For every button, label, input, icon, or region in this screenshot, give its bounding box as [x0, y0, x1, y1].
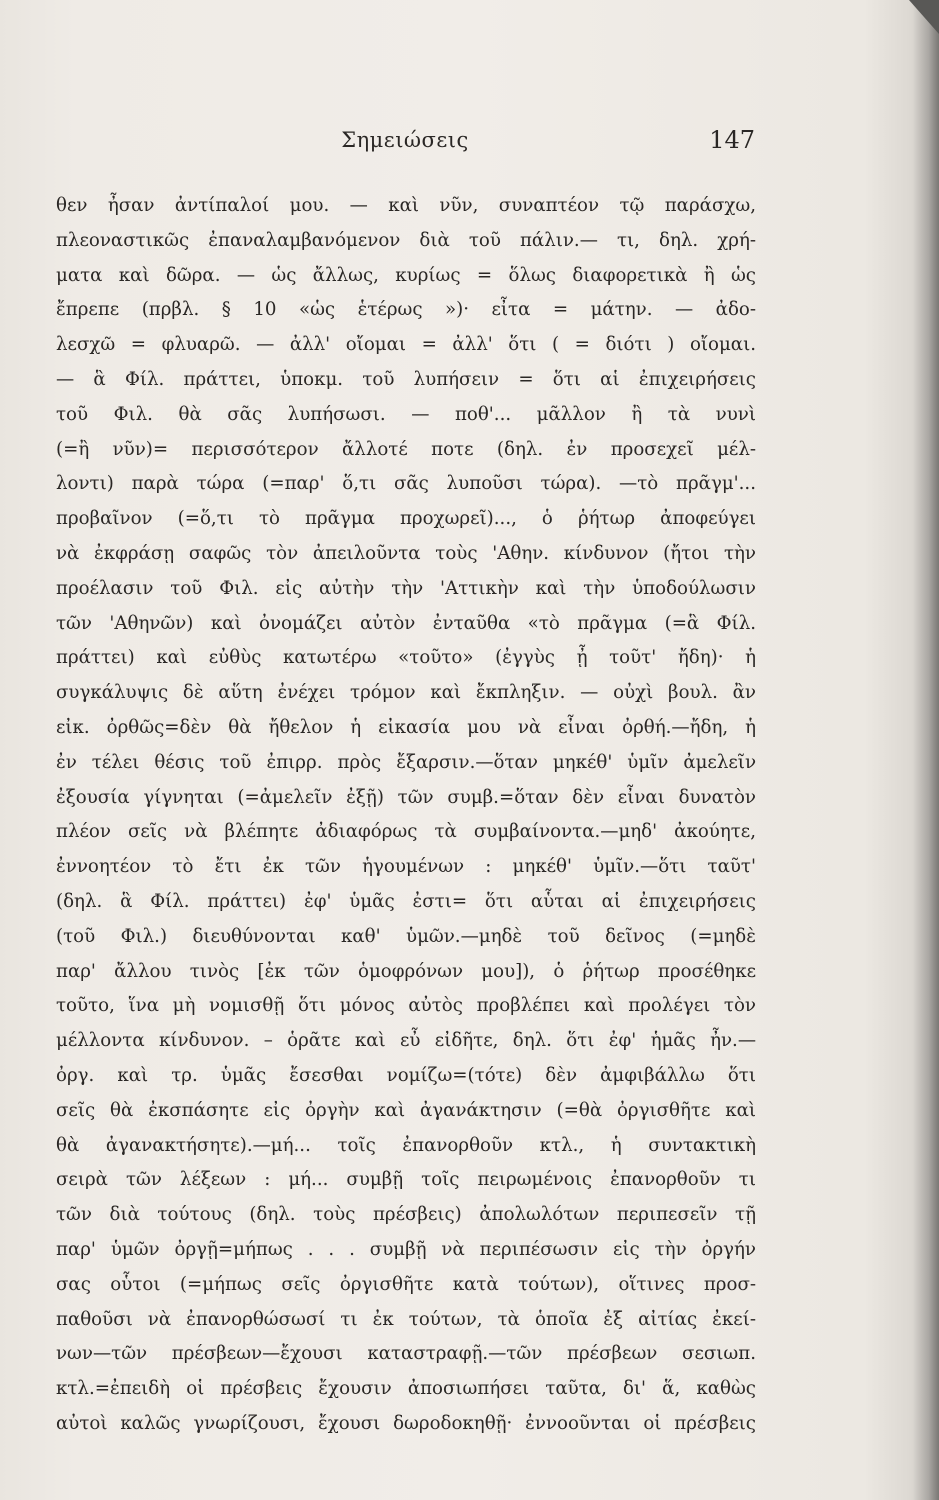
text-line: λεσχῶ = φλυαρῶ. — ἀλλ' οἴομαι = ἀλλ' ὅτι ( = διότι ) οἴομαι. [56, 334, 756, 356]
text-line: ἐννοητέον τὸ ἔτι ἐκ τῶν ἡγουμένων : μηκέθ' ὑμῖν.—ὅτι ταῦτ' [56, 856, 756, 878]
page-number: 147 [709, 126, 755, 154]
text-line: (τοῦ Φιλ.) διευθύνονται καθ' ὑμῶν.—μηδὲ τοῦ δεῖνος (=μηδὲ [56, 925, 756, 947]
text-line: λοντι) παρὰ τώρα (=παρ' ὅ,τι σᾶς λυποῦσι τώρα). —τὸ πρᾶγμ'... [56, 473, 756, 495]
text-line: (=ἢ νῦν)= περισσότερον ἄλλοτέ ποτε (δηλ. ἐν προσεχεῖ μέλ- [56, 438, 756, 460]
running-head [55, 126, 755, 160]
text-line: — ἃ Φίλ. πράττει, ὑποκμ. τοῦ λυπήσειν = ὅτι αἱ ἐπιχειρήσεις [56, 368, 756, 390]
text-line: ἐξουσία γίγνηται (=ἀμελεῖν ἐξῇ) τῶν συμβ.=ὅταν δὲν εἶναι δυνατὸν [56, 786, 756, 808]
text-line: σεῖς θὰ ἐκσπάσητε εἰς ὀργὴν καὶ ἀγανάκτησιν (=θὰ ὀργισθῆτε καὶ [56, 1099, 756, 1121]
text-line: πράττει) καὶ εὐθὺς κατωτέρω «τοῦτο» (ἐγγὺς ᾖ τοῦτ' ἤδη)· ἡ [56, 647, 756, 669]
text-line: ἔπρεπε (πρβλ. § 10 «ὡς ἑτέρως »)· εἶτα = μάτην. — ἀδο- [56, 299, 756, 321]
body-text [56, 189, 756, 1442]
text-line: ματα καὶ δῶρα. — ὡς ἄλλως, κυρίως = ὅλως διαφορετικὰ ἢ ὡς [56, 264, 756, 286]
text-line: τοῦ Φιλ. θὰ σᾶς λυπήσωσι. — ποθ'... μᾶλλον ἢ τὰ νυνὶ [56, 403, 756, 425]
text-line: προβαῖνον (=ὅ,τι τὸ πρᾶγμα προχωρεῖ)..., ὁ ῥήτωρ ἀποφεύγει [56, 508, 756, 530]
text-line: θὰ ἀγανακτήσητε).—μή... τοῖς ἐπανορθοῦν κτλ., ἡ συντακτικὴ [56, 1134, 756, 1156]
running-title: Σημειώσεις [341, 128, 469, 152]
text-line: παθοῦσι νὰ ἐπανορθώσωσί τι ἐκ τούτων, τὰ ὁποῖα ἐξ αἰτίας ἐκεί- [56, 1308, 756, 1330]
text-line: ὀργ. καὶ τρ. ὑμᾶς ἔσεσθαι νομίζω=(τότε) δὲν ἀμφιβάλλω ὅτι [56, 1064, 756, 1086]
text-line: πλέον σεῖς νὰ βλέπητε ἀδιαφόρως τὰ συμβαίνοντα.—μηδ' ἀκούητε, [56, 821, 756, 843]
text-line: σειρὰ τῶν λέξεων : μή... συμβῇ τοῖς πειρωμένοις ἐπανορθοῦν τι [56, 1169, 756, 1191]
text-line: ἐν τέλει θέσις τοῦ ἐπιρρ. πρὸς ἔξαρσιν.—ὅταν μηκέθ' ὑμῖν ἀμελεῖν [56, 751, 756, 773]
text-line: συγκάλυψις δὲ αὕτη ἐνέχει τρόμον καὶ ἔκπληξιν. — οὐχὶ βουλ. ἂν [56, 682, 756, 704]
text-line: νὰ ἐκφράσῃ σαφῶς τὸν ἀπειλοῦντα τοὺς 'Αθην. κίνδυνον (ἤτοι τὴν [56, 542, 756, 564]
text-line: τῶν 'Αθηνῶν) καὶ ὀνομάζει αὐτὸν ἐνταῦθα «τὸ πρᾶγμα (=ἃ Φίλ. [56, 612, 756, 634]
text-line: πλεοναστικῶς ἐπαναλαμβανόμενον διὰ τοῦ πάλιν.— τι, δηλ. χρή- [56, 229, 756, 251]
text-line: μέλλοντα κίνδυνον. – ὁρᾶτε καὶ εὖ εἰδῆτε, δηλ. ὅτι ἐφ' ἡμᾶς ἦν.— [56, 1030, 756, 1052]
page-edge-shadow [913, 0, 939, 1500]
text-line: τοῦτο, ἵνα μὴ νομισθῇ ὅτι μόνος αὐτὸς προβλέπει καὶ προλέγει τὸν [56, 995, 756, 1017]
text-line: θεν ἦσαν ἀντίπαλοί μου. — καὶ νῦν, συναπτέον τῷ παράσχω, [56, 195, 756, 216]
text-line: σας οὗτοι (=μήπως σεῖς ὀργισθῆτε κατὰ τούτων), οἵτινες προσ- [56, 1273, 756, 1295]
text-line: (δηλ. ἃ Φίλ. πράττει) ἐφ' ὑμᾶς ἐστι= ὅτι αὗται αἱ ἐπιχειρήσεις [56, 890, 756, 912]
text-line: παρ' ὑμῶν ὀργῇ=μήπως . . . συμβῇ νὰ περιπέσωσιν εἰς τὴν ὀργήν [56, 1238, 756, 1260]
text-line: κτλ.=ἐπειδὴ οἱ πρέσβεις ἔχουσιν ἀποσιωπήσει ταῦτα, δι' ἅ, καθὼς [56, 1378, 756, 1400]
text-line: αὐτοὶ καλῶς γνωρίζουσι, ἔχουσι δωροδοκηθῇ· ἐννοοῦνται οἱ πρέσβεις [56, 1412, 756, 1434]
text-line: τῶν διὰ τούτους (δηλ. τοὺς πρέσβεις) ἀπολωλότων περιπεσεῖν τῇ [56, 1204, 756, 1226]
text-line: προέλασιν τοῦ Φιλ. εἰς αὐτὴν τὴν 'Αττικὴν καὶ τὴν ὑποδούλωσιν [56, 577, 756, 599]
text-line: νων—τῶν πρέσβεων—ἔχουσι καταστραφῇ.—τῶν πρέσβεων σεσιωπ. [56, 1343, 756, 1365]
text-line: εἰκ. ὀρθῶς=δὲν θὰ ἤθελον ἡ εἰκασία μου νὰ εἶναι ὀρθή.—ἤδη, ἡ [56, 716, 756, 738]
text-line: παρ' ἄλλου τινὸς [ἐκ τῶν ὁμοφρόνων μου]), ὁ ῥήτωρ προσέθηκε [56, 960, 756, 982]
